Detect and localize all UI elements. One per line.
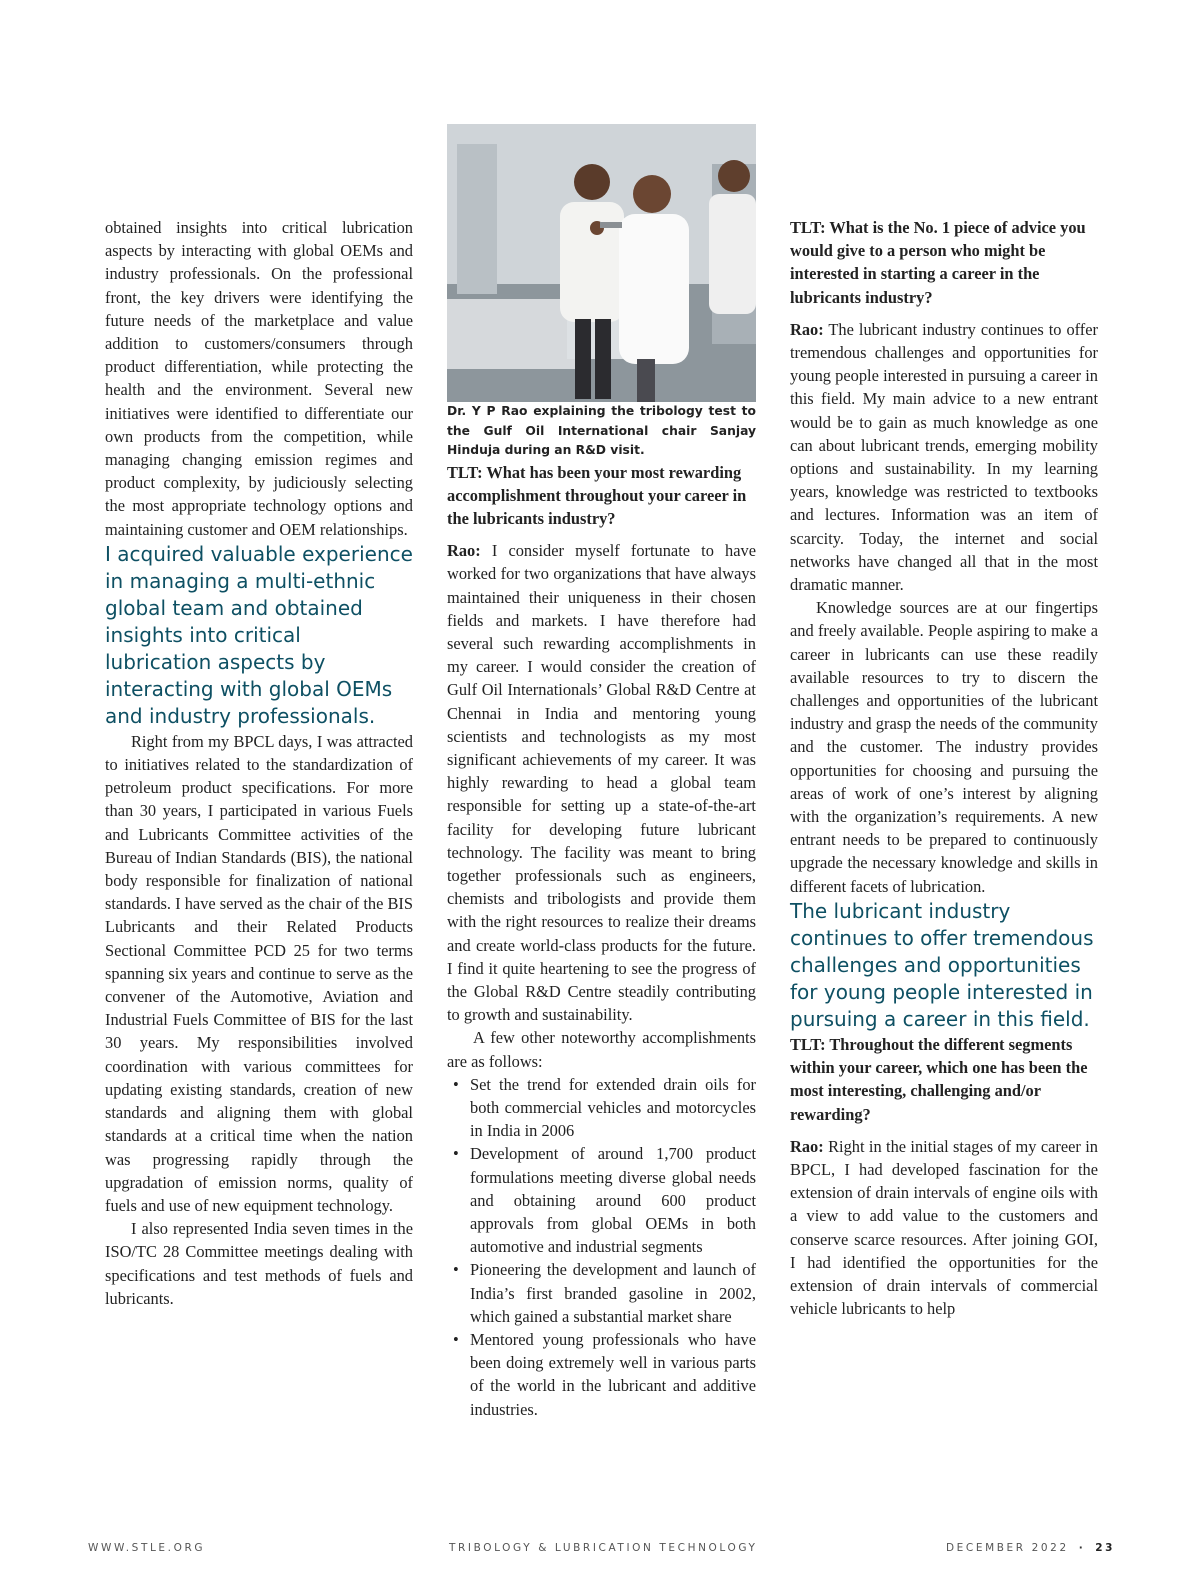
answer-text: Right in the initial stages of my career in BPCL, I had developed fascination for the extension of drain intervals of engine oils with a view to add value to the customers and conserve scarce resources. After joining GOI, I had identified the opportunities for the extension of drain intervals of commercial vehicle lubricants to help: [790, 1136, 1098, 1319]
answer: [447, 539, 756, 1026]
photo-caption: Dr. Y P Rao explaining the tribology test to the Gulf Oil International chair Sanjay Hinduja during an R&D visit.: [447, 404, 756, 457]
pull-quote: The lubricant industry continues to offer tremendous challenges and opportunities for young people interested in pursuing a career in this field.: [790, 898, 1094, 1031]
footer-website: WWW.STLE.ORG: [88, 1542, 206, 1554]
footer-issue: [946, 1542, 1115, 1554]
speaker-label: Rao:: [790, 319, 824, 339]
body-paragraph: obtained insights into critical lubrication aspects by interacting with global OEMs and industry professionals. On the professional front, the key drivers were identifying the future needs of the marketplace and value addition to customers/consumers through product differentiation, while protecting the health and the environment. Several new initiatives were identified to differentiate our own products from the competition, while managing changing emission regimes and product complexity, by judiciously selecting the most appropriate technology options and maintaining customer and OEM relationships.: [105, 218, 413, 539]
answer-text: The lubricant industry continues to offer tremendous challenges and opportunities for young people interested in pursuing a career in this field. My main advice to a new entrant would be to gain as much knowledge as one can about lubricant trends, emerging mobility options and sustainability. In my learning years, knowledge was restricted to textbooks and lectures. Information was an item of scarcity. Today, the internet and social networks have changed all that in the most dramatic manner.: [790, 319, 1098, 595]
body-paragraph: Right from my BPCL days, I was attracted to initiatives related to the standardization of petroleum product specifications. For more than 30 years, I participated in various Fuels and Lubricants Committee activities of the Bureau of Indian Standards (BIS), the national body responsible for finalization of national standards. I have served as the chair of the BIS Lubricants and their Related Products Sectional Committee PCD 25 for two terms spanning six years and continue to serve as the convener of the Automotive, Aviation and Industrial Fuels Committee of BIS for the last 30 years. My responsibilities involved coordination with various committees for updating existing standards, creation of new standards and aligning them with global standards at a critical time when the nation was progressing rapidly through the upgradation of emission norms, quality of fuels and use of new equipment technology.: [105, 731, 413, 1215]
footer-separator: ·: [1078, 1542, 1086, 1554]
rd-visit-photo: [447, 124, 756, 402]
question-text: What is the No. 1 piece of advice you would give to a person who might be interested in starting a career in the lubricants industry?: [790, 218, 1086, 307]
question: [790, 1033, 1098, 1126]
lab-scene-illustration: [447, 124, 756, 402]
pull-quote: I acquired valuable experience in managing a multi-ethnic global team and obtained insights into critical lubrication aspects by interacting with global OEMs and industry professionals.: [105, 541, 413, 728]
column-1: [105, 216, 413, 1310]
speaker-label: TLT:: [447, 462, 483, 482]
list-item: • Set the trend for extended drain oils for both commercial vehicles and motorcycles in India in 2006: [470, 1073, 756, 1143]
list-item: • Mentored young professionals who have been doing extremely well in various parts of the world in the lubricant and additive industries.: [470, 1328, 756, 1421]
body-paragraph: Knowledge sources are at our fingertips and freely available. People aspiring to make a career in lubricants can use these readily available resources to try to discern the challenges and opportunities of the lubricant industry and grasp the needs of the community and the customer. The industry provides opportunities for choosing and pursuing the areas of work of one’s interest by aligning with the organization’s requirements. A new entrant needs to be prepared to continuously upgrade the necessary knowledge and skills in different facets of lubrication.: [790, 598, 1098, 896]
body-paragraph: I also represented India seven times in the ISO/TC 28 Committee meetings dealing with specifications and test methods of fuels and lubricants.: [105, 1219, 413, 1308]
question: [447, 461, 756, 531]
answer: [790, 1135, 1098, 1321]
question: [790, 216, 1098, 309]
issue-date: DECEMBER 2022: [946, 1542, 1069, 1554]
speaker-label: TLT:: [790, 218, 826, 237]
answer-text: I consider myself fortunate to have worked for two organizations that have always maintained their uniqueness in their chosen fields and markets. I have therefore had several such rewarding accomplishments in my career. I would consider the creation of Gulf Oil Internationals’ Global R&D Centre at Chennai in India and mentoring young scientists and technologists as my most significant achievements of my career. It was highly rewarding to head a global team responsible for setting up a state-of-the-art facility for developing future lubricant technology. The facility was meant to bring together professionals such as engineers, chemists and tribologists and provide them with the right resources to realize their dreams and create world-class products for the future. I find it quite heartening to see the progress of the Global R&D Centre steadily contributing to growth and sustainability.: [447, 541, 756, 1025]
column-2: [447, 124, 756, 1421]
speaker-label: Rao:: [790, 1136, 824, 1156]
list-item: • Development of around 1,700 product formulations meeting diverse global needs and obtaining around 600 product approvals from global OEMs in both automotive and industrial segments: [470, 1142, 756, 1258]
accomplishments-list: [447, 1073, 756, 1421]
list-item: • Pioneering the development and launch of India’s first branded gasoline in 2002, which gained a substantial market share: [470, 1258, 756, 1328]
page-number: 23: [1095, 1542, 1116, 1554]
body-paragraph: A few other noteworthy accomplishments are as follows:: [447, 1028, 756, 1071]
footer-magazine: TRIBOLOGY & LUBRICATION TECHNOLOGY: [449, 1542, 758, 1554]
column-3: [790, 216, 1098, 1320]
question-text: Throughout the different segments within your career, which one has been the most interesting, challenging and/or rewarding?: [790, 1034, 1088, 1124]
speaker-label: Rao:: [447, 541, 481, 561]
answer: [790, 318, 1098, 596]
question-text: What has been your most rewarding accomplishment throughout your career in the lubricants industry?: [447, 462, 747, 528]
speaker-label: TLT:: [790, 1034, 826, 1054]
